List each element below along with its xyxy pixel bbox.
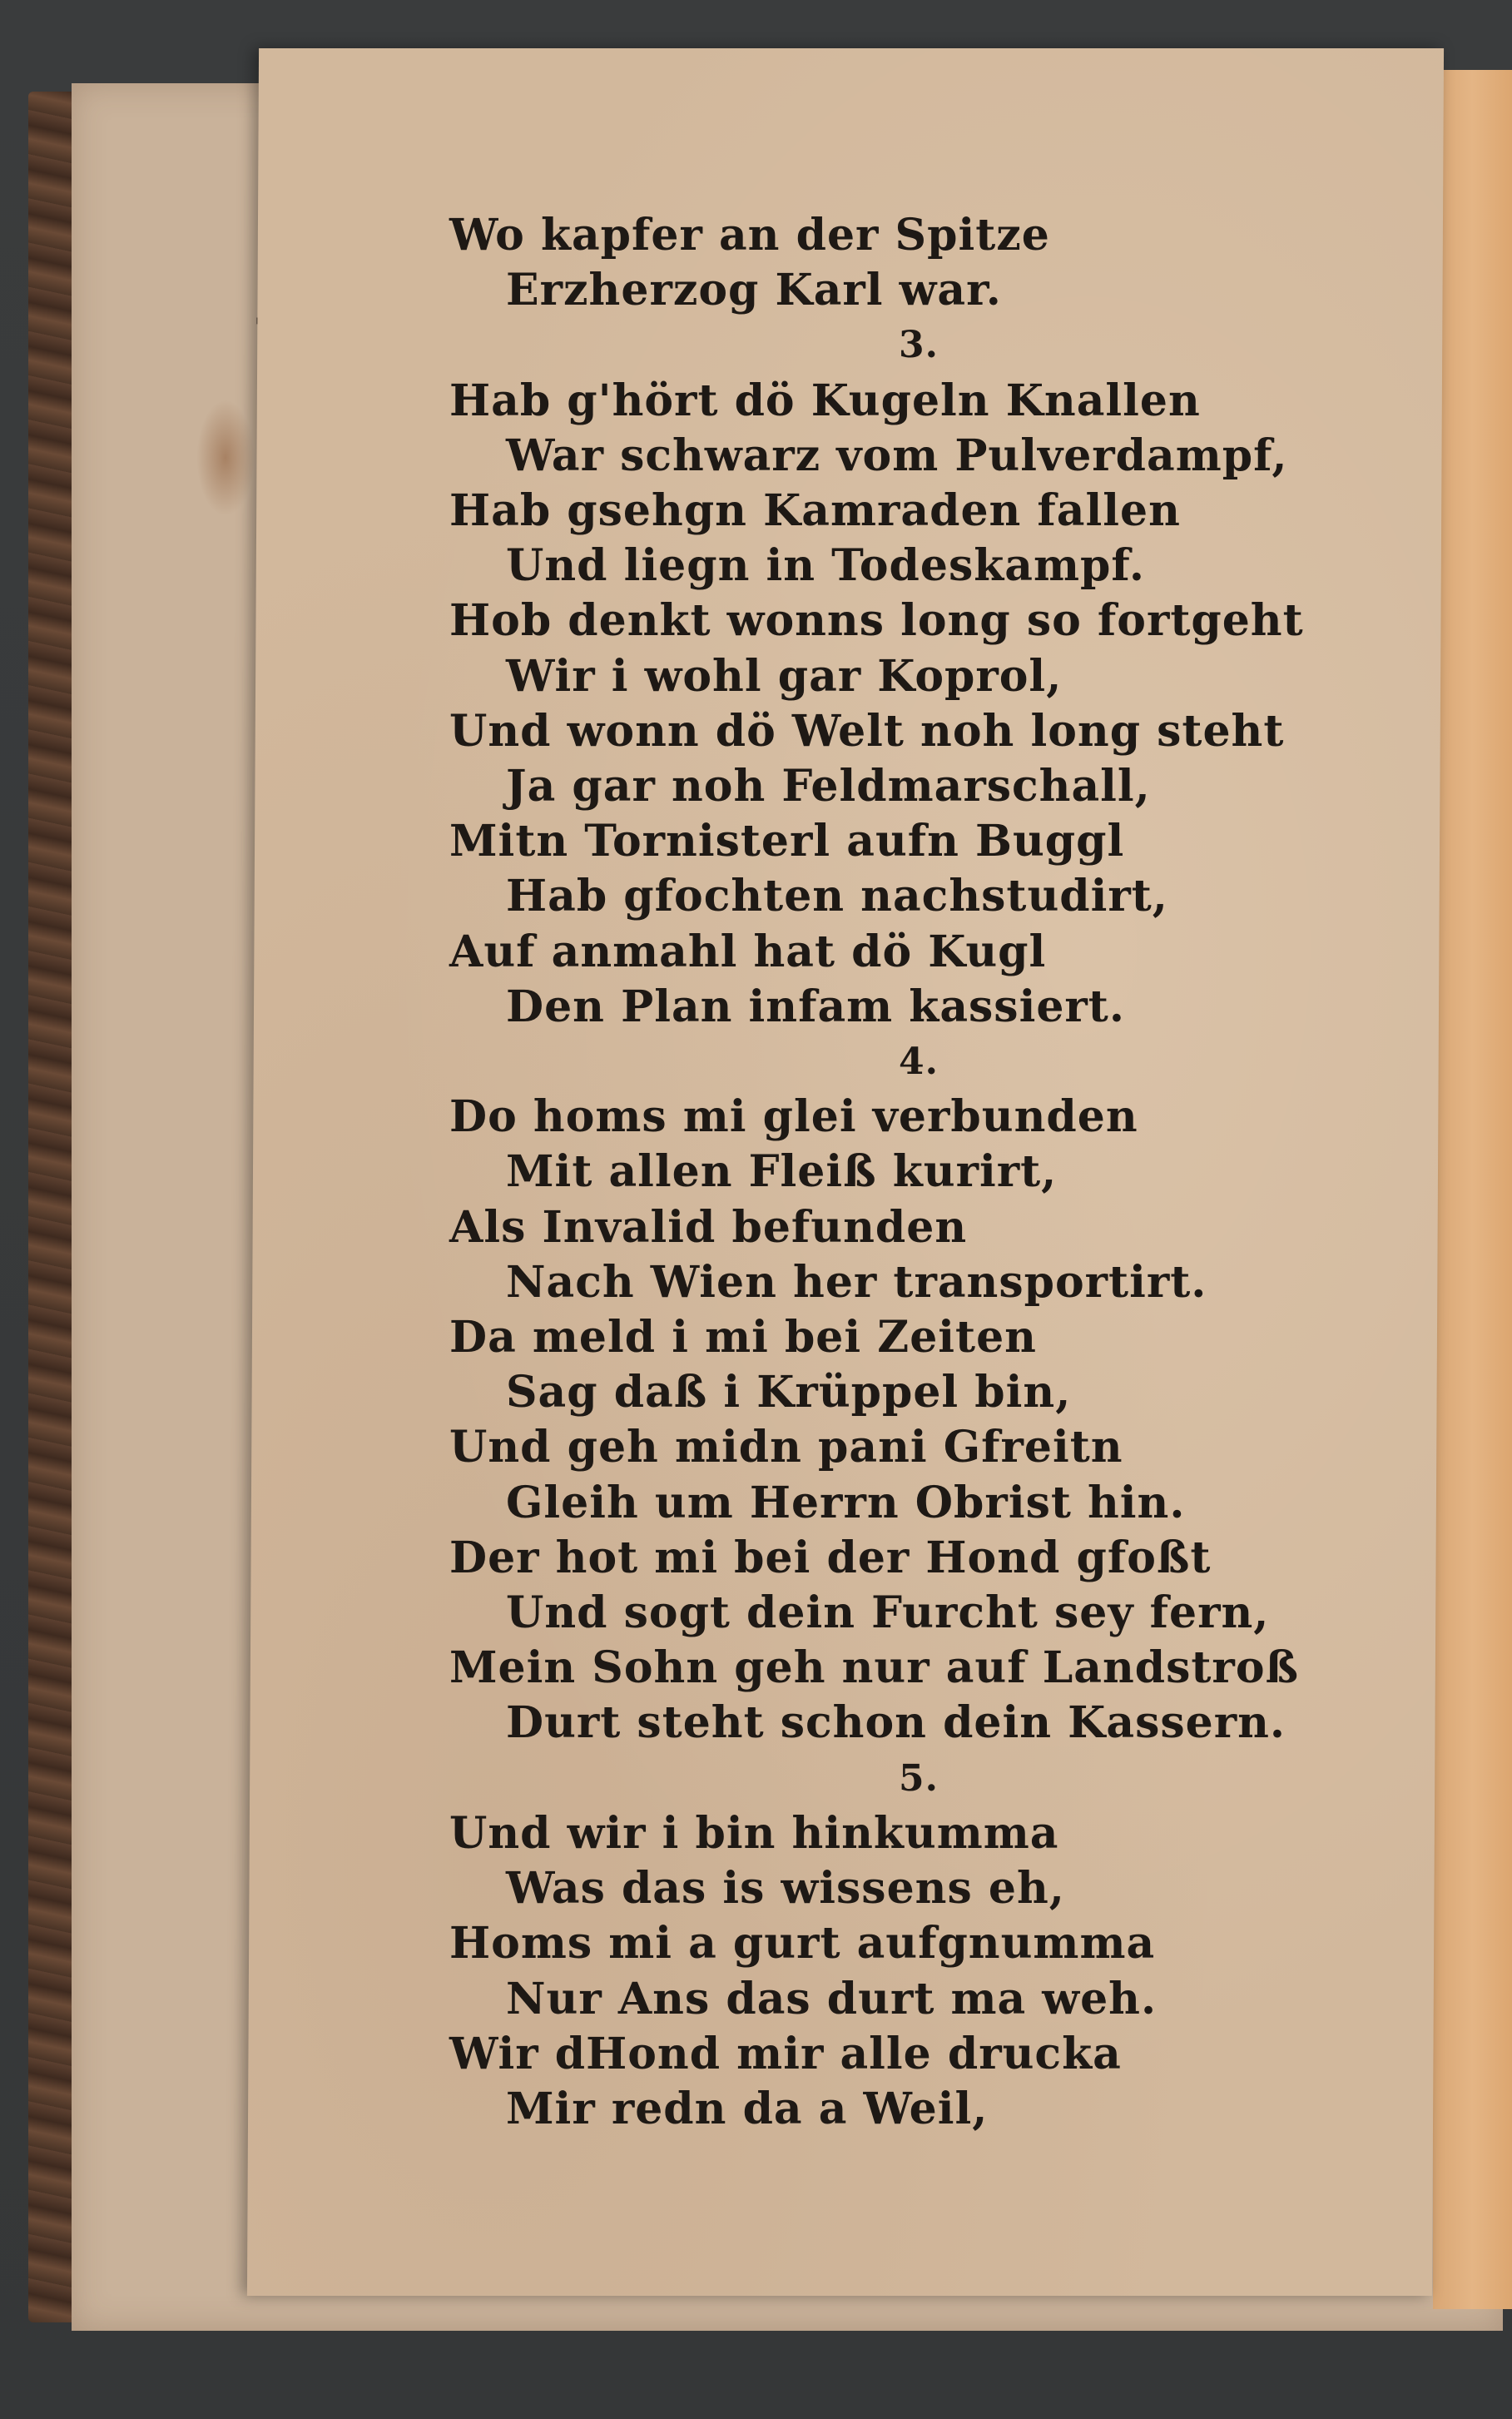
poem-line: Und wir i bin hinkumma bbox=[449, 1807, 1059, 1859]
poem-text bbox=[449, 208, 1304, 2137]
poem-line: Erzherzog Karl war. bbox=[506, 265, 1002, 316]
poem-line: War schwarz vom Pulverdampf, bbox=[506, 430, 1288, 481]
poem-line: Mit allen Fleiß kurirt, bbox=[506, 1146, 1058, 1198]
poem-line: Den Plan infam kassiert. bbox=[506, 981, 1125, 1032]
poem-line: Und sogt dein Furcht sey fern, bbox=[506, 1587, 1270, 1639]
poem-line: Hab gfochten nachstudirt, bbox=[506, 871, 1168, 922]
poem-line: Wo kapfer an der Spitze bbox=[449, 210, 1050, 261]
poem-line: Da meld i mi bei Zeiten bbox=[449, 1312, 1037, 1363]
poem-line: Nur Ans das durt ma weh. bbox=[506, 1973, 1158, 2024]
poem-line: Mein Sohn geh nur auf Landstroß bbox=[449, 1642, 1300, 1694]
poem-line: Als Invalid befunden bbox=[449, 1201, 968, 1253]
poem-line: Auf anmahl hat dö Kugl bbox=[449, 926, 1047, 977]
poem-line: Und geh midn pani Gfreitn bbox=[449, 1422, 1123, 1473]
poem-line: Der hot mi bei der Hond gfoßt bbox=[449, 1532, 1212, 1583]
poem-line: Was das is wissens eh, bbox=[506, 1863, 1065, 1915]
poem-line: Gleih um Herrn Obrist hin. bbox=[506, 1477, 1186, 1528]
poem-line: Und liegn in Todeskampf. bbox=[506, 540, 1145, 592]
poem-line: Hab gsehgn Kamraden fallen bbox=[449, 485, 1181, 537]
poem-line: Mir redn da a Weil, bbox=[506, 2083, 989, 2134]
stanza-number: 4. bbox=[899, 1041, 939, 1084]
page-edge-strip bbox=[1433, 70, 1512, 2309]
paper-stain bbox=[196, 400, 255, 516]
poem-line: Hob denkt wonns long so fortgeht bbox=[449, 595, 1304, 647]
stanza-number: 3. bbox=[899, 324, 939, 367]
poem-line: Sag daß i Krüppel bin, bbox=[506, 1367, 1072, 1418]
poem-line: Wir i wohl gar Koprol, bbox=[506, 650, 1063, 702]
poem-line: Durt steht schon dein Kassern. bbox=[506, 1697, 1286, 1749]
poem-line: Und wonn dö Welt noh long steht bbox=[449, 705, 1285, 757]
poem-line: Nach Wien her transportirt. bbox=[506, 1256, 1207, 1308]
poem-line: Homs mi a gurt aufgnumma bbox=[449, 1918, 1156, 1969]
poem-line: Do homs mi glei verbunden bbox=[449, 1091, 1138, 1143]
poem-line: Mitn Tornisterl aufn Buggl bbox=[449, 816, 1125, 867]
poem-line: Hab g'hört dö Kugeln Knallen bbox=[449, 375, 1201, 426]
poem-line: Ja gar noh Feldmarschall, bbox=[506, 761, 1151, 812]
stanza-number: 5. bbox=[899, 1756, 939, 1800]
poem-line: Wir dHond mir alle drucka bbox=[449, 2028, 1122, 2079]
